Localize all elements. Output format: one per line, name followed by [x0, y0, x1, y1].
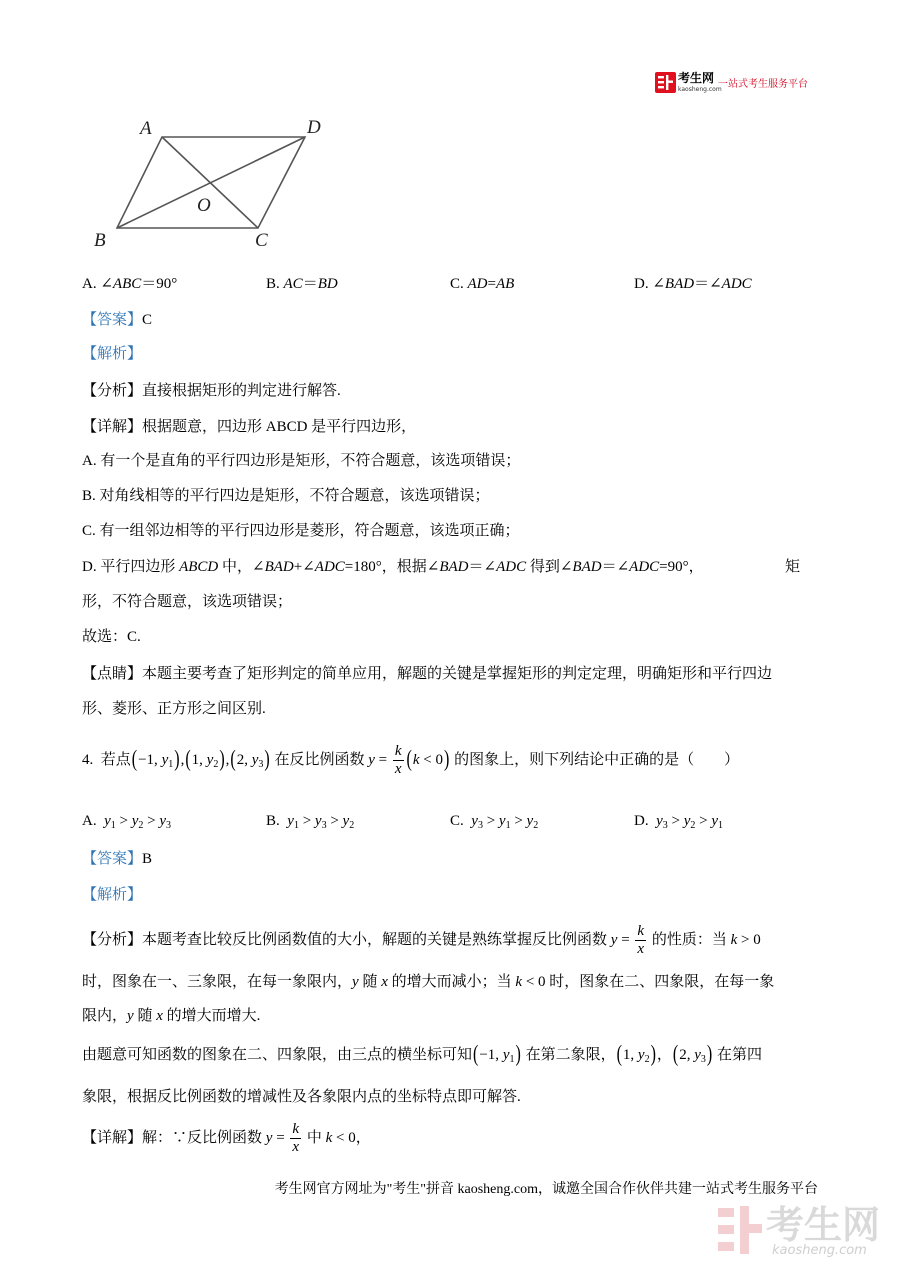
bracket: (: [230, 746, 236, 772]
math-variable: AD: [467, 276, 488, 292]
text-run: 矩: [785, 559, 801, 575]
subscript: 3: [321, 820, 327, 831]
fraction-numerator: k: [394, 743, 402, 760]
fraction-denominator: x: [637, 941, 645, 958]
math-variable: y: [637, 1047, 645, 1063]
text-run: 2,: [236, 752, 252, 768]
math-variable: y: [711, 813, 719, 829]
text-run: 的增大而减小；当: [387, 974, 516, 990]
fraction: [635, 923, 646, 958]
q4-option-c: [450, 810, 538, 832]
logo-domain: kaosheng.com: [678, 86, 722, 93]
q3-detail-a: [82, 450, 520, 472]
section-label: 【解析】: [82, 887, 143, 903]
q4-stem: [82, 743, 740, 778]
subscript: 2: [533, 820, 539, 831]
subscript: 1: [718, 820, 724, 831]
text-run: 限内，: [82, 1008, 128, 1024]
bracket: ): [706, 1041, 713, 1067]
subscript: 3: [477, 820, 483, 831]
section-label: 【答案】: [82, 851, 143, 867]
text-run: =: [617, 932, 634, 948]
bracket: ): [650, 1041, 656, 1067]
math-variable: BAD: [264, 559, 294, 575]
math-variable: y: [159, 813, 167, 829]
bracket: ): [219, 746, 225, 772]
text-run: C.: [450, 276, 468, 292]
math-variable: y: [352, 974, 359, 990]
subscript: 1: [110, 820, 116, 831]
vertex-label-d: D: [307, 117, 321, 138]
text-run: 4. 若点: [82, 752, 131, 768]
bracket: (: [672, 1041, 679, 1067]
text-run: >: [695, 813, 712, 829]
math-variable: AC: [283, 276, 303, 292]
subscript: 3: [700, 1054, 706, 1065]
section-label: 【答案】: [82, 312, 143, 328]
math-variable: y: [287, 813, 294, 829]
text-run: ,: [225, 752, 230, 768]
q4-analysis-cont-3: [82, 1041, 763, 1067]
text-run: =180°，根据∠: [344, 559, 440, 575]
subscript: 2: [349, 820, 355, 831]
text-run: D. ∠: [634, 276, 665, 292]
q3-option-b: [266, 273, 338, 295]
text-run: 【分析】直接根据矩形的判定进行解答.: [82, 383, 341, 399]
text-run: 得到∠: [526, 559, 573, 575]
text-run: >: [482, 813, 499, 829]
q3-detail-d-tail: [785, 556, 800, 578]
text-run: 在反比例函数: [270, 752, 369, 768]
math-variable: x: [156, 1008, 163, 1024]
text-run: B. 对角线相等的平行四边是矩形，不符合题意，该选项错误；: [82, 488, 490, 504]
text-run: B: [142, 851, 153, 867]
text-run: 随: [133, 1008, 157, 1024]
text-run: C.: [450, 813, 472, 829]
bracket: ): [515, 1041, 521, 1067]
math-variable: k: [515, 974, 523, 990]
fraction-numerator: k: [292, 1121, 300, 1138]
text-run: B.: [266, 276, 284, 292]
text-run: >: [667, 813, 684, 829]
text-run: 中: [303, 1130, 326, 1146]
math-variable: y: [683, 813, 691, 829]
q4-detail: [82, 1121, 371, 1156]
text-run: 【详解】根据题意，四边形 ABCD 是平行四边形，: [82, 419, 417, 435]
text-run: ＝∠: [468, 559, 497, 575]
text-run: D. 平行四边形: [82, 559, 180, 575]
text-run: 的增大而增大.: [162, 1008, 261, 1024]
text-run: 【分析】本题考查比较反比例函数值的大小，解题的关键是熟练掌握反比例函数: [82, 932, 611, 948]
math-variable: y: [610, 932, 618, 948]
text-run: −1,: [138, 752, 162, 768]
math-variable: y: [368, 752, 375, 768]
text-run: >: [326, 813, 343, 829]
center-label-o: O: [197, 195, 211, 216]
math-variable: BAD: [439, 559, 469, 575]
text-run: 时，图象在一、三象限，在每一象限内，: [82, 974, 353, 990]
q3-detail-b: [82, 485, 490, 507]
q3-detail-c: [82, 520, 520, 542]
math-variable: y: [502, 1047, 510, 1063]
text-run: >: [510, 813, 527, 829]
text-run: 的图象上，则下列结论中正确的是（ ）: [450, 752, 740, 768]
fraction-numerator: k: [637, 923, 645, 940]
q4-option-a: [82, 810, 171, 832]
q4-answer: [82, 848, 152, 870]
text-run: < 0 时，图象在二、四象限，在每一象: [522, 974, 775, 990]
text-run: =: [272, 1130, 289, 1146]
fraction-denominator: x: [292, 1139, 300, 1156]
bracket: ): [174, 746, 180, 772]
text-run: D.: [634, 813, 657, 829]
text-run: ＝∠: [601, 559, 630, 575]
math-variable: BD: [317, 276, 338, 292]
math-variable: y: [314, 813, 322, 829]
math-variable: ADC: [496, 559, 527, 575]
text-run: ＝∠: [694, 276, 722, 292]
math-variable: BAD: [572, 559, 602, 575]
vertex-label-a: A: [140, 118, 152, 139]
text-run: >: [143, 813, 160, 829]
subscript: 3: [166, 820, 172, 831]
q3-detail-d-cont: [82, 591, 292, 613]
q3-comment: [82, 663, 772, 685]
q4-option-b: [266, 810, 354, 832]
math-variable: y: [161, 752, 169, 768]
text-run: 中，∠: [218, 559, 265, 575]
text-run: A. ∠: [82, 276, 113, 292]
text-run: 故选：C.: [82, 629, 141, 645]
kaosheng-logo: [655, 70, 815, 96]
watermark-logo-icon: [718, 1206, 762, 1254]
text-run: 【点睛】本题主要考查了矩形判定的简单应用，解题的关键是掌握矩形的判定定理，明确矩形和平行四边: [82, 666, 773, 682]
q3-answer: [82, 309, 152, 331]
fraction: [393, 743, 404, 778]
text-run: ＝90°: [141, 276, 178, 292]
text-run: 1,: [191, 752, 207, 768]
subscript: 1: [293, 820, 299, 831]
bracket: ): [444, 746, 450, 772]
math-variable: y: [498, 813, 506, 829]
text-run: ＝: [302, 276, 318, 292]
q4-analysis-cont-4: [82, 1086, 521, 1108]
text-run: 在第二象限，: [521, 1047, 616, 1063]
math-variable: x: [381, 974, 388, 990]
math-variable: k: [730, 932, 738, 948]
q3-option-c: [450, 273, 514, 295]
logo-name: 考生网: [678, 71, 715, 85]
text-run: 在第四: [713, 1047, 763, 1063]
watermark-domain: kaosheng.com: [772, 1243, 867, 1258]
math-variable: y: [131, 813, 139, 829]
q4-option-d: [634, 810, 723, 832]
math-variable: y: [342, 813, 350, 829]
text-run: −1,: [479, 1047, 503, 1063]
q4-analysis-cont-2: [82, 1005, 260, 1027]
kaosheng-logo-icon: [655, 72, 676, 93]
text-run: 2,: [679, 1047, 695, 1063]
math-variable: AB: [495, 276, 515, 292]
q3-detail-d: [82, 556, 704, 578]
text-run: < 0: [419, 752, 444, 768]
watermark-name: 考生网: [766, 1203, 881, 1247]
text-run: =: [374, 752, 391, 768]
text-run: 随: [358, 974, 382, 990]
q3-comment-cont: [82, 698, 266, 720]
vertex-label-b: B: [94, 230, 106, 251]
subscript: 2: [138, 820, 144, 831]
text-run: 1,: [622, 1047, 638, 1063]
vertex-label-c: C: [255, 230, 268, 251]
fraction: [290, 1121, 301, 1156]
subscript: 3: [258, 759, 264, 770]
text-run: A.: [82, 813, 105, 829]
q4-analysis-cont-1: [82, 971, 774, 993]
math-variable: y: [206, 752, 214, 768]
q4-solution-label: [82, 884, 142, 906]
text-run: =: [487, 276, 496, 292]
text-run: B.: [266, 813, 288, 829]
bracket: (: [616, 1041, 622, 1067]
math-variable: ABC: [112, 276, 142, 292]
subscript: 2: [690, 820, 696, 831]
q3-choice: [82, 626, 141, 648]
text-run: 由题意可知函数的图象在二、四象限，由三点的横坐标可知: [82, 1047, 473, 1063]
subscript: 1: [168, 759, 174, 770]
math-variable: y: [104, 813, 111, 829]
q3-detail: [82, 416, 416, 438]
text-run: 【详解】解：∵反比例函数: [82, 1130, 266, 1146]
math-variable: y: [471, 813, 478, 829]
math-variable: ADC: [629, 559, 660, 575]
math-variable: k: [325, 1130, 333, 1146]
q3-analysis: [82, 380, 341, 402]
page-footer: 考生网官方网址为"考生"拼音 kaosheng.com，诚邀全国合作伙伴共建一站式考生服务平台: [274, 1182, 818, 1197]
math-variable: BAD: [664, 276, 695, 292]
subscript: 1: [509, 1054, 515, 1065]
q3-option-d: [634, 273, 752, 295]
math-variable: y: [265, 1130, 273, 1146]
section-label: 【解析】: [82, 346, 143, 362]
subscript: 1: [505, 820, 511, 831]
text-run: 形，不符合题意，该选项错误；: [82, 594, 293, 610]
math-variable: y: [656, 813, 663, 829]
math-variable: ADC: [721, 276, 752, 292]
fraction-denominator: x: [394, 761, 402, 778]
q3-solution-label: [82, 343, 142, 365]
subscript: 3: [662, 820, 668, 831]
text-run: >: [298, 813, 315, 829]
text-run: A. 有一个是直角的平行四边形是矩形，不符合题意，该选项错误；: [82, 453, 521, 469]
bracket: (: [406, 746, 412, 772]
text-run: >: [115, 813, 132, 829]
math-variable: y: [526, 813, 534, 829]
bracket: (: [473, 1041, 479, 1067]
text-run: 象限，根据反比例函数的增减性及各象限内点的坐标特点即可解答.: [82, 1089, 521, 1105]
text-run: 形、菱形、正方形之间区别.: [82, 701, 266, 717]
bracket: (: [131, 746, 138, 772]
bracket: ): [264, 746, 270, 772]
text-run: < 0，: [332, 1130, 371, 1146]
math-variable: k: [412, 752, 420, 768]
bracket: (: [185, 746, 191, 772]
diagonal-bd: [117, 137, 305, 228]
math-variable: ABCD: [179, 559, 219, 575]
q4-analysis: [82, 923, 761, 958]
math-variable: y: [251, 752, 259, 768]
parallelogram-figure: [90, 110, 340, 255]
logo-slogan: 一站式考生服务平台: [718, 79, 808, 90]
subscript: 2: [644, 1054, 650, 1065]
math-variable: y: [127, 1008, 134, 1024]
text-run: ,: [180, 752, 185, 768]
text-run: =90°，: [659, 559, 704, 575]
subscript: 2: [213, 759, 219, 770]
text-run: ，: [656, 1047, 672, 1063]
text-run: > 0: [737, 932, 761, 948]
text-run: C: [142, 312, 153, 328]
text-run: +∠: [293, 559, 315, 575]
text-run: C. 有一组邻边相等的平行四边形是菱形，符合题意，该选项正确；: [82, 523, 520, 539]
math-variable: y: [694, 1047, 701, 1063]
text-run: 的性质：当: [648, 932, 731, 948]
q3-option-a: [82, 273, 177, 295]
math-variable: ADC: [314, 559, 345, 575]
